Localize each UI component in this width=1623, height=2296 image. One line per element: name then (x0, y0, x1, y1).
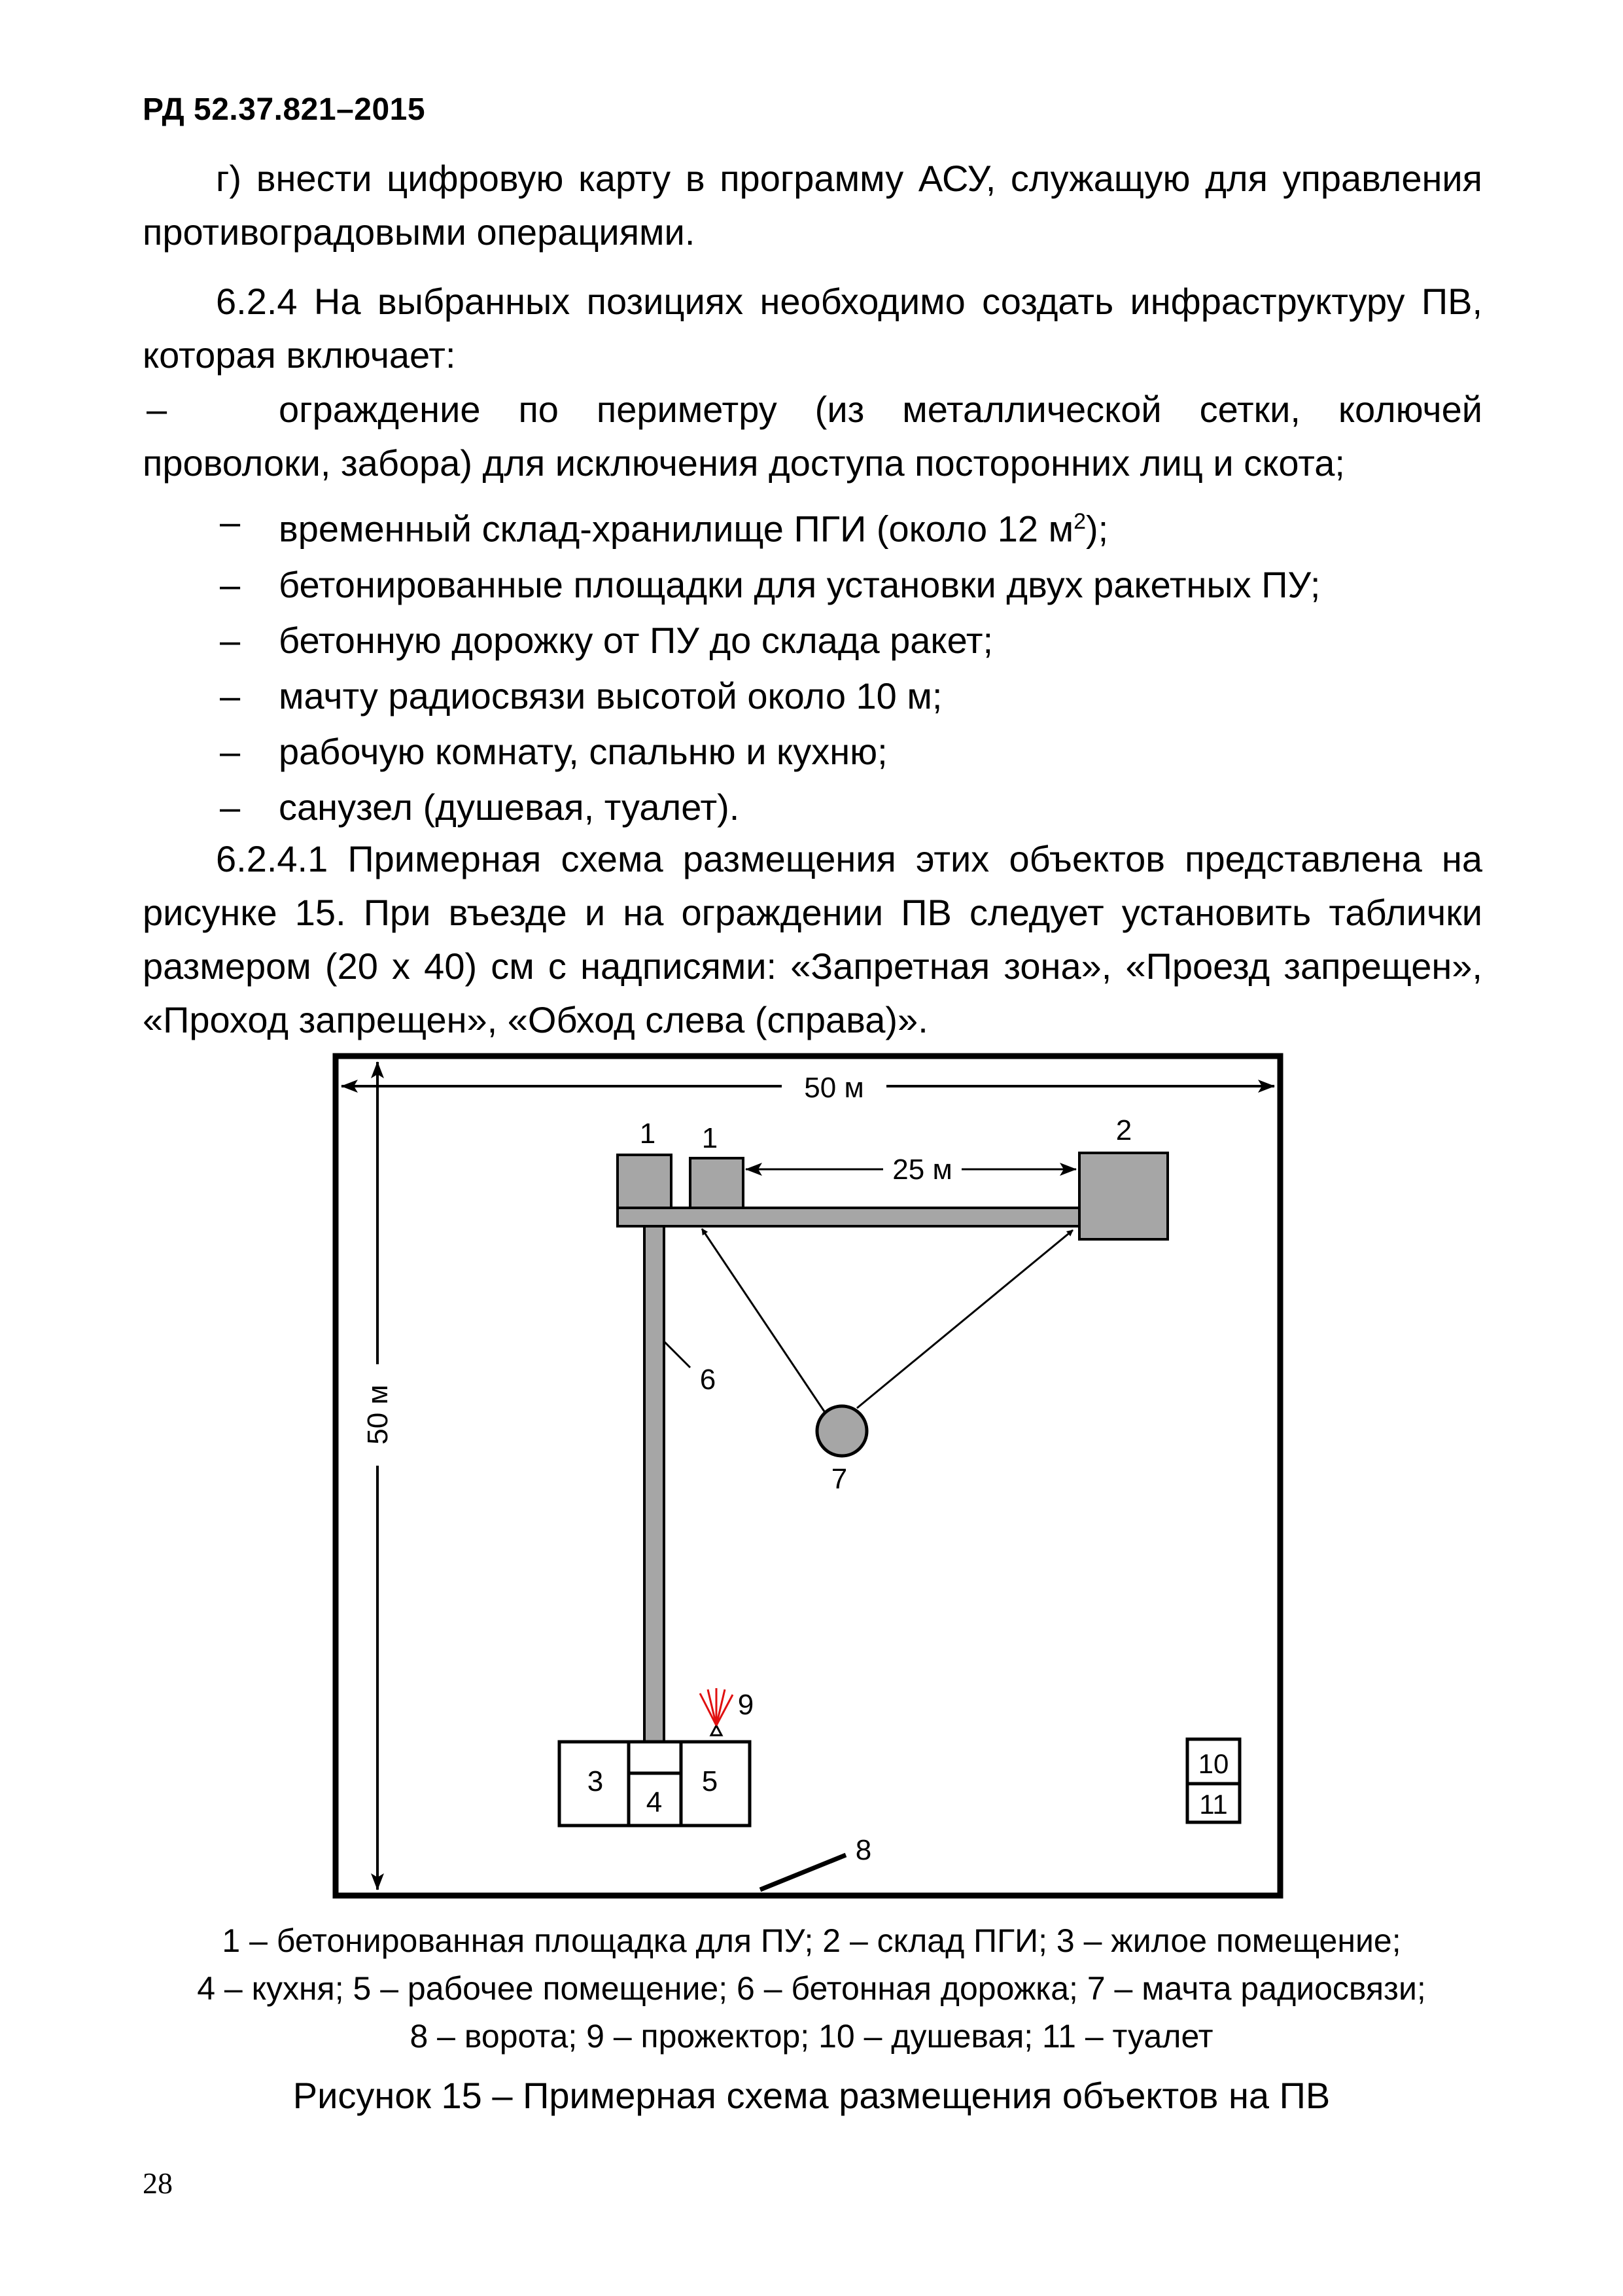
superscript: 2 (1073, 509, 1086, 534)
dim-25-label: 25 м (892, 1154, 952, 1186)
list-item-text: временный склад-хранилище ПГИ (около 12 м (279, 508, 1074, 550)
document-code: РД 52.37.821–2015 (143, 92, 426, 127)
list-dash: – (220, 563, 241, 605)
label-living: 3 (587, 1765, 604, 1797)
launcher-pad-1 (618, 1155, 671, 1208)
list-item-text-end: ); (1086, 508, 1109, 550)
label-store: 2 (1115, 1114, 1132, 1146)
figure-caption: Рисунок 15 – Примерная схема размещения объектов на ПВ (292, 2075, 1331, 2116)
label-work: 5 (701, 1765, 718, 1797)
list-dash: – (220, 786, 241, 828)
list-dash: – (220, 675, 241, 716)
list-item-text: санузел (душевая, туалет). (279, 786, 740, 828)
label-gate: 8 (855, 1834, 872, 1866)
label-path: 6 (699, 1364, 716, 1396)
path-leader (664, 1341, 690, 1368)
radio-mast (817, 1406, 867, 1456)
list-dash: – (220, 730, 241, 772)
mast-guy-right (857, 1230, 1073, 1408)
concrete-path-horizontal (618, 1208, 1079, 1226)
list-item-text: ограждение по периметру (из металлической сетки, колючей проволоки, забора) для исключения доступа посторонних лиц и скота; (143, 389, 1482, 484)
mast-guy-left (699, 1229, 826, 1413)
page-number: 28 (143, 2166, 173, 2200)
list-item-text: бетонную дорожку от ПУ до склада ракет; (279, 619, 994, 661)
list-dash: – (220, 619, 241, 661)
dim-width-label: 50 м (804, 1072, 864, 1104)
concrete-path-vertical (644, 1226, 664, 1742)
label-pad-a: 1 (639, 1118, 656, 1150)
label-toilet: 11 (1199, 1789, 1228, 1820)
legend-line: 8 – ворота; 9 – прожектор; 10 – душевая; 11 – туалет (410, 2018, 1213, 2055)
label-pad-b: 1 (701, 1122, 718, 1154)
list-dash: – (220, 501, 241, 542)
label-floodlight: 9 (737, 1689, 754, 1721)
paragraph-text: г) внести цифровую карту в программу АСУ, служащую для управления противоградовыми операциями. (143, 158, 1482, 253)
label-kitchen: 4 (646, 1786, 663, 1818)
list-dash: – (147, 389, 167, 430)
floodlight-icon (700, 1688, 733, 1735)
list-item-text: рабочую комнату, спальню и кухню; (279, 730, 888, 772)
list-item-text: мачту радиосвязи высотой около 10 м; (279, 675, 943, 716)
gate (760, 1855, 846, 1890)
paragraph-text: 6.2.4 На выбранных позициях необходимо создать инфраструктуру ПВ, которая включает: (143, 281, 1482, 376)
list-item-text: бетонированные площадки для установки двух ракетных ПУ; (279, 563, 1321, 605)
label-shower: 10 (1198, 1748, 1229, 1779)
legend-line: 4 – кухня; 5 – рабочее помещение; 6 – бетонная дорожка; 7 – мачта радиосвязи; (197, 1970, 1426, 2007)
paragraph-text: 6.2.4.1 Примерная схема размещения этих объектов представлена на рисунке 15. При въезде и на ограждении ПВ следует установить таблички размером (20 х 40) см с надписями: «Запретная зона», «Проезд запрещен», «Проход запрещен», «Обход слева (справа)». (143, 838, 1482, 1040)
launcher-pad-2 (690, 1158, 743, 1208)
legend-line: 1 – бетонированная площадка для ПУ; 2 – склад ПГИ; 3 – жилое помещение; (222, 1922, 1401, 1959)
dim-height-label: 50 м (362, 1385, 394, 1445)
storage-building (1079, 1153, 1168, 1239)
figure-legend (118, 1917, 1505, 2060)
label-mast: 7 (831, 1463, 848, 1495)
